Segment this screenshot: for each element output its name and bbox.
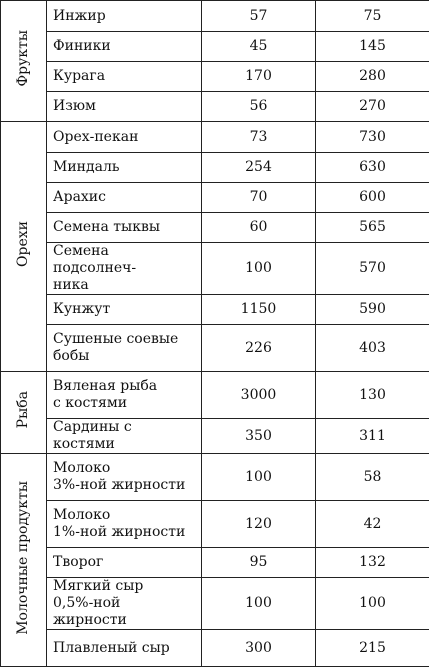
value-col-1: 60 — [202, 213, 316, 243]
value-col-1: 226 — [202, 325, 316, 372]
table-row — [1, 578, 429, 630]
value-col-1: 56 — [202, 92, 316, 122]
food-name: Изюм — [47, 92, 202, 122]
table-row — [1, 183, 429, 213]
value-col-2: 215 — [316, 630, 429, 667]
group-label: Фрукты — [15, 30, 32, 86]
value-col-2: 630 — [316, 153, 429, 183]
value-col-1: 57 — [202, 1, 316, 32]
value-col-1: 1150 — [202, 295, 316, 325]
table-row — [1, 501, 429, 548]
value-col-2: 270 — [316, 92, 429, 122]
food-name: Плавленый сыр — [47, 630, 202, 667]
table-row — [1, 1, 429, 32]
value-col-2: 280 — [316, 62, 429, 92]
table-body — [1, 1, 429, 667]
table-row — [1, 62, 429, 92]
group-label: Молочные продукты — [15, 481, 32, 635]
table-row — [1, 630, 429, 667]
group-label: Рыба — [15, 391, 32, 428]
value-col-1: 100 — [202, 243, 316, 295]
value-col-2: 75 — [316, 1, 429, 32]
value-col-2: 590 — [316, 295, 429, 325]
table-row — [1, 295, 429, 325]
group-label-cell — [1, 454, 47, 667]
food-name: Инжир — [47, 1, 202, 32]
food-name: Орех-пекан — [47, 122, 202, 153]
value-col-1: 100 — [202, 454, 316, 501]
value-col-1: 350 — [202, 419, 316, 454]
food-name: Кунжут — [47, 295, 202, 325]
value-col-1: 45 — [202, 32, 316, 62]
food-name: Сардины с костями — [47, 419, 202, 454]
table-row — [1, 92, 429, 122]
food-name: Семена подсолнеч- ника — [47, 243, 202, 295]
food-name: Мягкий сыр 0,5%-ной жирности — [47, 578, 202, 630]
food-name: Семена тыквы — [47, 213, 202, 243]
food-name: Миндаль — [47, 153, 202, 183]
value-col-2: 311 — [316, 419, 429, 454]
value-col-2: 145 — [316, 32, 429, 62]
group-label-cell — [1, 122, 47, 372]
value-col-1: 3000 — [202, 372, 316, 419]
value-col-1: 300 — [202, 630, 316, 667]
value-col-2: 565 — [316, 213, 429, 243]
value-col-1: 95 — [202, 548, 316, 578]
value-col-2: 130 — [316, 372, 429, 419]
table-row — [1, 153, 429, 183]
value-col-1: 120 — [202, 501, 316, 548]
value-col-1: 73 — [202, 122, 316, 153]
food-name: Молоко 3%-ной жирности — [47, 454, 202, 501]
food-name: Вяленая рыба с костями — [47, 372, 202, 419]
food-name: Курага — [47, 62, 202, 92]
value-col-2: 600 — [316, 183, 429, 213]
value-col-2: 100 — [316, 578, 429, 630]
table-row — [1, 243, 429, 295]
table-row — [1, 548, 429, 578]
group-label: Орехи — [15, 221, 32, 267]
value-col-1: 70 — [202, 183, 316, 213]
food-name: Творог — [47, 548, 202, 578]
value-col-2: 570 — [316, 243, 429, 295]
table-row — [1, 122, 429, 153]
value-col-2: 42 — [316, 501, 429, 548]
table-row — [1, 325, 429, 372]
table-row — [1, 454, 429, 501]
value-col-2: 730 — [316, 122, 429, 153]
table-row — [1, 372, 429, 419]
value-col-1: 100 — [202, 578, 316, 630]
group-label-cell — [1, 1, 47, 122]
table-row — [1, 213, 429, 243]
table-row — [1, 419, 429, 454]
value-col-1: 254 — [202, 153, 316, 183]
food-name: Арахис — [47, 183, 202, 213]
food-name: Молоко 1%-ной жирности — [47, 501, 202, 548]
table-row — [1, 32, 429, 62]
group-label-cell — [1, 372, 47, 454]
value-col-2: 58 — [316, 454, 429, 501]
value-col-1: 170 — [202, 62, 316, 92]
food-name: Финики — [47, 32, 202, 62]
value-col-2: 403 — [316, 325, 429, 372]
value-col-2: 132 — [316, 548, 429, 578]
food-name: Сушеные соевые бобы — [47, 325, 202, 372]
